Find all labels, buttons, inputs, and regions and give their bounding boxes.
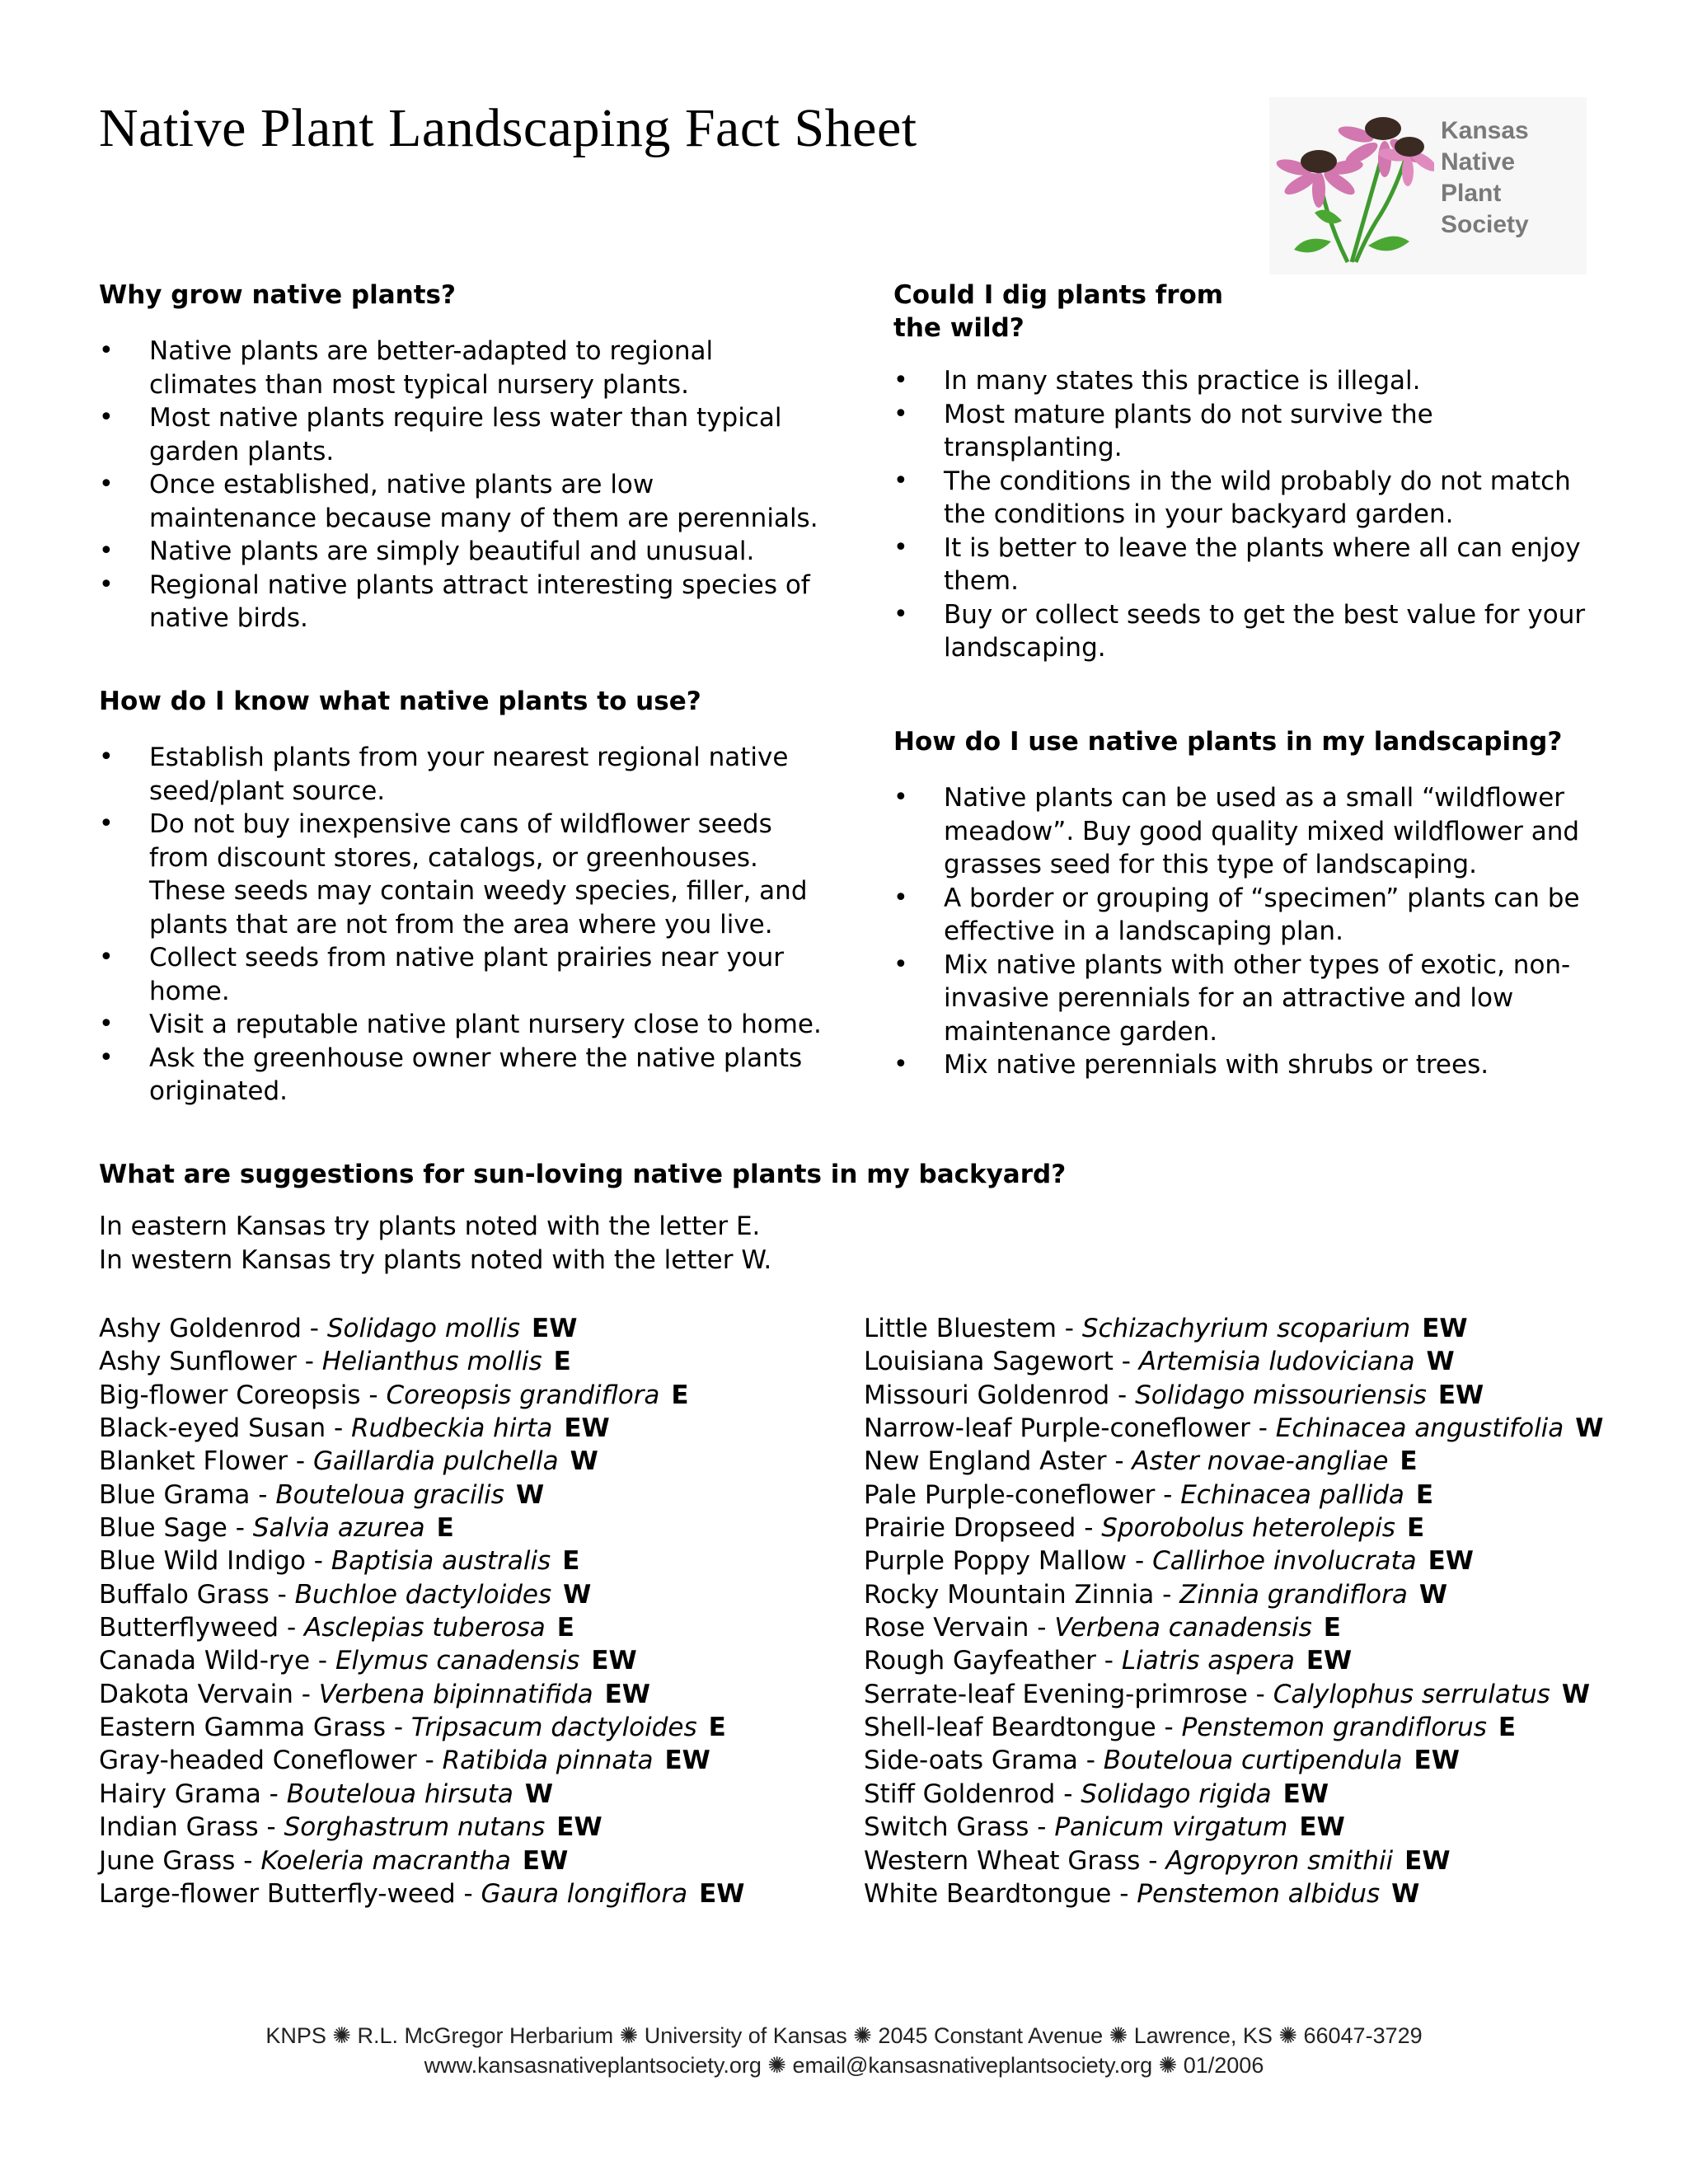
plant-row <box>864 1345 1604 1378</box>
plant-region-code: E <box>708 1713 726 1743</box>
plant-region-code: E <box>1498 1713 1517 1743</box>
plant-row <box>99 1611 744 1644</box>
plant-common-name: Ashy Goldenrod - <box>99 1314 327 1343</box>
plant-scientific-name: Ratibida pinnata <box>442 1746 654 1776</box>
footer <box>0 2021 1688 2080</box>
plant-region-code: W <box>1418 1579 1448 1610</box>
plant-common-name: Blue Wild Indigo - <box>99 1546 331 1577</box>
plant-region-code: EW <box>522 1845 569 1876</box>
list-item: • Native plants are better-adapted to regional climates than most typical nursery plants. <box>99 335 824 401</box>
list-item: • Mix native perennials with shrubs or trees. <box>893 1048 1619 1082</box>
list-item: • It is better to leave the plants where all can enjoy them. <box>893 532 1619 598</box>
plant-row <box>99 1844 744 1877</box>
plant-common-name: Rocky Mountain Zinnia - <box>864 1579 1180 1610</box>
plant-common-name: Purple Poppy Mallow - <box>864 1546 1153 1577</box>
intro-line: In eastern Kansas try plants noted with the letter E. <box>99 1212 761 1241</box>
use-list <box>893 781 1619 1082</box>
plant-region-code: E <box>671 1380 689 1410</box>
plant-row <box>864 1844 1604 1877</box>
plant-row <box>99 1811 744 1844</box>
list-item: • Most mature plants do not survive the transplanting. <box>893 398 1619 465</box>
footer-address: KNPS ✺ R.L. McGregor Herbarium ✺ University of Kansas ✺ 2045 Constant Avenue ✺ Lawrence, KS ✺ 66047-3729 <box>265 2023 1423 2048</box>
plant-scientific-name: Sorghastrum nutans <box>284 1812 546 1843</box>
plant-common-name: Butterflyweed - <box>99 1613 304 1643</box>
why-list <box>99 335 824 635</box>
plant-row <box>864 1644 1604 1677</box>
plant-row <box>99 1544 744 1577</box>
plant-scientific-name: Bouteloua curtipendula <box>1103 1746 1403 1776</box>
logo-line: Kansas <box>1441 117 1529 144</box>
plant-scientific-name: Solidago rigida <box>1081 1779 1272 1809</box>
section-heading: How do I use native plants in my landscaping? <box>893 727 1563 757</box>
why-section <box>99 279 824 635</box>
plant-region-code: EW <box>604 1679 650 1709</box>
list-item: • Native plants can be used as a small “wildflower meadow”. Buy good quality mixed wildflower and grasses seed for this type of landscaping. <box>893 781 1619 882</box>
dig-section <box>893 279 1619 665</box>
plant-row <box>864 1778 1604 1811</box>
plant-common-name: Blue Grama - <box>99 1479 276 1510</box>
plant-scientific-name: Penstemon albidus <box>1137 1878 1381 1909</box>
plant-scientific-name: Callirhoe involucrata <box>1152 1546 1417 1577</box>
plant-common-name: Eastern Gamma Grass - <box>99 1713 411 1743</box>
plant-scientific-name: Gaura longiflora <box>481 1878 688 1909</box>
plant-common-name: Gray-headed Coneflower - <box>99 1746 443 1776</box>
use-section <box>893 725 1619 1082</box>
plant-row <box>99 1744 744 1777</box>
plant-common-name: Narrow-leaf Purple-coneflower - <box>864 1413 1276 1444</box>
plant-scientific-name: Sporobolus heterolepis <box>1101 1513 1395 1544</box>
plant-region-code: E <box>562 1546 580 1577</box>
plant-scientific-name: Liatris aspera <box>1121 1646 1295 1676</box>
plant-common-name: Rough Gayfeather - <box>864 1646 1122 1676</box>
list-item: • A border or grouping of “specimen” plants can be effective in a landscaping plan. <box>893 882 1619 949</box>
heading-line: Could I dig plants from <box>893 280 1224 310</box>
plant-row <box>99 1877 744 1910</box>
plant-row <box>864 1711 1604 1744</box>
plant-scientific-name: Salvia azurea <box>252 1513 425 1544</box>
plant-row <box>99 1412 744 1445</box>
plant-common-name: Ashy Sunflower - <box>99 1347 322 1377</box>
plant-common-name: Blanket Flower - <box>99 1446 313 1477</box>
list-item: • Establish plants from your nearest regional native seed/plant source. <box>99 741 824 808</box>
plant-row <box>99 1445 744 1478</box>
plant-region-code: EW <box>1306 1646 1353 1676</box>
plant-region-code: EW <box>564 1413 610 1444</box>
heading-line: the wild? <box>893 313 1025 343</box>
plant-scientific-name: Solidago mollis <box>326 1314 521 1343</box>
plant-region-code: W <box>1426 1347 1455 1377</box>
plant-scientific-name: Echinacea pallida <box>1180 1479 1404 1510</box>
plant-region-code: E <box>1415 1479 1434 1510</box>
plant-row <box>864 1445 1604 1478</box>
plant-common-name: White Beardtongue - <box>864 1878 1137 1909</box>
section-heading: How do I know what native plants to use? <box>99 687 701 716</box>
logo-line: Native <box>1441 148 1516 176</box>
page-title: Native Plant Landscaping Fact Sheet <box>99 98 917 158</box>
plant-region-code: W <box>563 1579 592 1610</box>
plant-scientific-name: Helianthus mollis <box>321 1347 542 1377</box>
plant-region-code: E <box>1406 1513 1425 1544</box>
plant-region-code: EW <box>1299 1812 1345 1843</box>
plant-scientific-name: Asclepias tuberosa <box>303 1613 546 1643</box>
plant-scientific-name: Gaillardia pulchella <box>312 1446 559 1477</box>
plant-scientific-name: Schizachyrium scoparium <box>1081 1314 1411 1343</box>
plant-region-code: W <box>1575 1413 1604 1444</box>
list-item: • Once established, native plants are low maintenance because many of them are perennials. <box>99 468 824 535</box>
plant-common-name: Canada Wild-rye - <box>99 1646 335 1676</box>
plant-scientific-name: Aster novae-angliae <box>1132 1446 1389 1477</box>
logo-line: Plant <box>1441 180 1502 207</box>
plant-row <box>99 1778 744 1811</box>
list-item: • Regional native plants attract interesting species of native birds. <box>99 569 824 635</box>
plant-scientific-name: Rudbeckia hirta <box>351 1413 553 1444</box>
plant-common-name: New England Aster - <box>864 1446 1132 1477</box>
plant-region-code: EW <box>664 1746 710 1776</box>
list-item: • Ask the greenhouse owner where the native plants originated. <box>99 1042 824 1108</box>
plant-scientific-name: Agropyron smithii <box>1165 1845 1394 1876</box>
plant-region-code: E <box>436 1513 454 1544</box>
list-item: • Most native plants require less water than typical garden plants. <box>99 401 824 468</box>
plant-scientific-name: Buchloe dactyloides <box>294 1579 552 1610</box>
list-item: • Buy or collect seeds to get the best value for your landscaping. <box>893 598 1619 665</box>
plant-region-code: EW <box>1437 1380 1484 1410</box>
plant-region-code: EW <box>1404 1845 1451 1876</box>
sun-section <box>99 1158 1582 1191</box>
plant-common-name: Stiff Goldenrod - <box>864 1779 1081 1809</box>
plant-common-name: Little Bluestem - <box>864 1314 1082 1343</box>
plant-list-right <box>864 1312 1604 1910</box>
plant-region-code: W <box>570 1446 598 1477</box>
plant-region-code: EW <box>1428 1546 1474 1577</box>
plant-common-name: Shell-leaf Beardtongue - <box>864 1713 1182 1743</box>
plant-common-name: Switch Grass - <box>864 1812 1055 1843</box>
plant-row <box>864 1744 1604 1777</box>
plant-row <box>864 1544 1604 1577</box>
footer-contact: www.kansasnativeplantsociety.org ✺ email@kansasnativeplantsociety.org ✺ 01/2006 <box>424 2053 1264 2078</box>
list-item: • Mix native plants with other types of exotic, non-invasive perennials for an attractive and low maintenance garden. <box>893 949 1619 1049</box>
plant-row <box>99 1479 744 1511</box>
plant-row <box>864 1811 1604 1844</box>
plant-row <box>864 1578 1604 1611</box>
plant-scientific-name: Solidago missouriensis <box>1135 1380 1427 1410</box>
plant-scientific-name: Tripsacum dactyloides <box>410 1713 697 1743</box>
plant-region-code: W <box>1561 1679 1591 1709</box>
plant-common-name: Western Wheat Grass - <box>864 1845 1166 1876</box>
plant-scientific-name: Bouteloua gracilis <box>275 1479 504 1510</box>
plant-common-name: Buffalo Grass - <box>99 1579 295 1610</box>
plant-row <box>99 1511 744 1544</box>
plant-row <box>864 1611 1604 1644</box>
plant-scientific-name: Baptisia australis <box>331 1546 551 1577</box>
plant-row <box>864 1511 1604 1544</box>
plant-row <box>99 1345 744 1378</box>
plant-common-name: Indian Grass - <box>99 1812 284 1843</box>
plant-row <box>99 1578 744 1611</box>
section-heading <box>893 279 1619 344</box>
plant-common-name: Louisiana Sagewort - <box>864 1347 1139 1377</box>
plant-common-name: Large-flower Butterfly-weed - <box>99 1878 481 1909</box>
section-heading: What are suggestions for sun-loving native plants in my backyard? <box>99 1160 1067 1189</box>
plant-scientific-name: Bouteloua hirsuta <box>286 1779 513 1809</box>
plant-common-name: Hairy Grama - <box>99 1779 287 1809</box>
plant-scientific-name: Zinnia grandiflora <box>1179 1579 1408 1610</box>
list-item: • The conditions in the wild probably do not match the conditions in your backyard garden. <box>893 465 1619 532</box>
plant-row <box>864 1312 1604 1345</box>
plant-list-left <box>99 1312 744 1910</box>
plant-scientific-name: Echinacea angustifolia <box>1275 1413 1564 1444</box>
plant-row <box>99 1644 744 1677</box>
plant-region-code: EW <box>556 1812 603 1843</box>
plant-scientific-name: Penstemon grandiflorus <box>1181 1713 1487 1743</box>
plant-common-name: Serrate-leaf Evening-primrose - <box>864 1679 1273 1709</box>
plant-region-code: E <box>1323 1613 1341 1643</box>
plant-row <box>864 1379 1604 1412</box>
plant-common-name: Blue Sage - <box>99 1513 253 1544</box>
plant-common-name: Rose Vervain - <box>864 1613 1055 1643</box>
plant-scientific-name: Koeleria macrantha <box>260 1845 511 1876</box>
plant-common-name: Side-oats Grama - <box>864 1746 1104 1776</box>
know-list <box>99 741 824 1108</box>
plant-region-code: EW <box>1422 1314 1468 1343</box>
plant-common-name: June Grass - <box>99 1845 261 1876</box>
plant-region-code: W <box>524 1779 554 1809</box>
section-heading: Why grow native plants? <box>99 280 456 310</box>
coneflower-icon <box>1269 97 1434 270</box>
plant-common-name: Pale Purple-coneflower - <box>864 1479 1181 1510</box>
plant-common-name: Prairie Dropseed - <box>864 1513 1102 1544</box>
plant-scientific-name: Coreopsis grandiflora <box>386 1380 660 1410</box>
plant-row <box>99 1678 744 1711</box>
plant-scientific-name: Artemisia ludoviciana <box>1138 1347 1415 1377</box>
logo-line: Society <box>1441 211 1529 238</box>
kansas-native-plant-society-logo <box>1269 97 1587 274</box>
list-item: • Native plants are simply beautiful and unusual. <box>99 535 824 569</box>
plant-row <box>99 1711 744 1744</box>
plant-row <box>864 1678 1604 1711</box>
know-section <box>99 685 824 1108</box>
plant-region-code: W <box>1391 1878 1420 1909</box>
list-item: • Visit a reputable native plant nursery close to home. <box>99 1008 824 1042</box>
plant-region-code: EW <box>1282 1779 1329 1809</box>
plant-row <box>99 1379 744 1412</box>
logo-text <box>1441 115 1529 241</box>
list-item: • Do not buy inexpensive cans of wildflower seeds from discount stores, catalogs, or greenhouses. These seeds may contain weedy species, filler, and plants that are not from the area where you live. <box>99 808 824 941</box>
plant-scientific-name: Calylophus serrulatus <box>1273 1679 1550 1709</box>
sun-intro <box>99 1210 771 1277</box>
plant-row <box>99 1312 744 1345</box>
plant-region-code: EW <box>1414 1746 1460 1776</box>
plant-row <box>864 1412 1604 1445</box>
plant-common-name: Missouri Goldenrod - <box>864 1380 1136 1410</box>
plant-scientific-name: Panicum virgatum <box>1054 1812 1288 1843</box>
plant-region-code: EW <box>591 1646 637 1676</box>
plant-scientific-name: Verbena canadensis <box>1054 1613 1312 1643</box>
plant-region-code: EW <box>699 1878 745 1909</box>
plant-common-name: Black-eyed Susan - <box>99 1413 352 1444</box>
plant-region-code: E <box>553 1347 571 1377</box>
list-item: • In many states this practice is illegal. <box>893 364 1619 398</box>
plant-row <box>864 1877 1604 1910</box>
plant-region-code: E <box>556 1613 574 1643</box>
plant-common-name: Dakota Vervain - <box>99 1679 319 1709</box>
plant-scientific-name: Elymus canadensis <box>335 1646 580 1676</box>
plant-region-code: E <box>1400 1446 1418 1477</box>
plant-common-name: Big-flower Coreopsis - <box>99 1380 387 1410</box>
plant-scientific-name: Verbena bipinnatifida <box>318 1679 593 1709</box>
plant-region-code: W <box>515 1479 545 1510</box>
plant-row <box>864 1479 1604 1511</box>
plant-region-code: EW <box>532 1314 578 1343</box>
dig-list <box>893 364 1619 665</box>
intro-line: In western Kansas try plants noted with the letter W. <box>99 1244 772 1275</box>
list-item: • Collect seeds from native plant prairies near your home. <box>99 941 824 1008</box>
